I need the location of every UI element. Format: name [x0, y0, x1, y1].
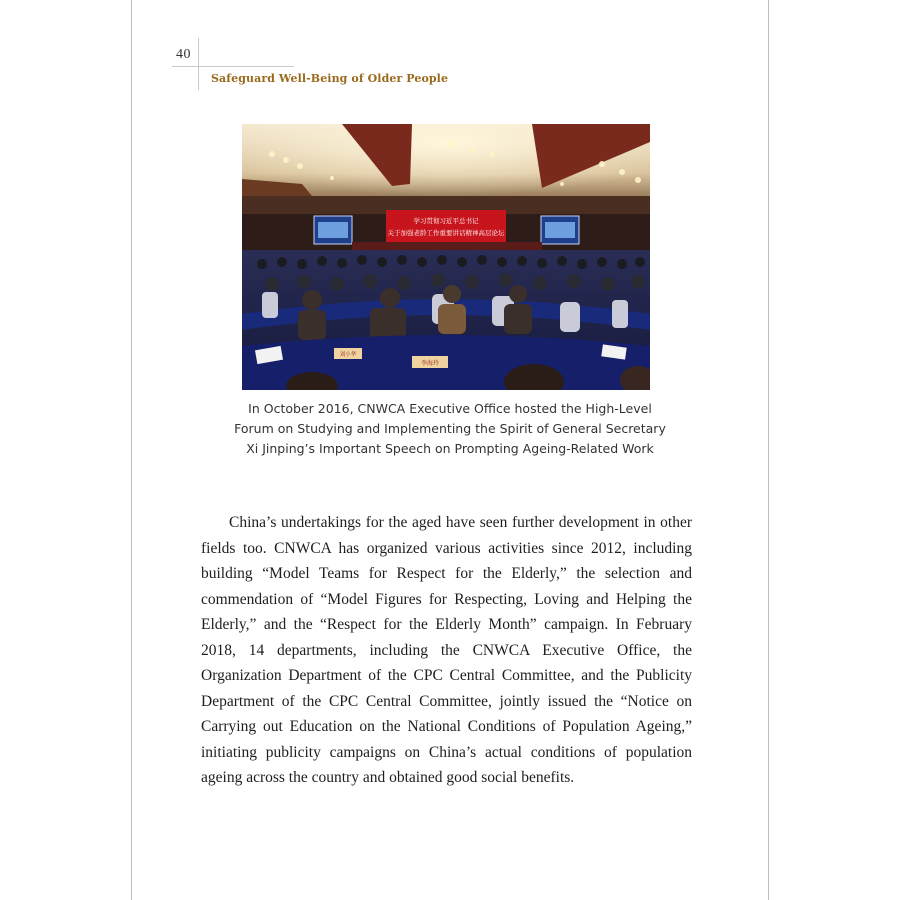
banner-line-2: 关于加强老龄工作重要讲话精神高层论坛 — [387, 229, 505, 237]
caption-line: In October 2016, CNWCA Executive Office hosted the High-Level — [248, 401, 652, 416]
page-number: 40 — [176, 47, 191, 62]
banner-line-1: 学习贯彻习近平总书记 — [413, 217, 479, 225]
caption-line: Xi Jinping’s Important Speech on Prompting Ageing-Related Work — [246, 441, 654, 456]
body-paragraph: China’s undertakings for the aged have seen further development in other fields too. CNWCA has organized various activities since 2012, including building “Model Teams for Respect for the Elderly,” the selection and commendation of “Model Figures for Respecting, Loving and Helping the Elderly,” and the “Respect for the Elderly Month” campaign. In February 2018, 14 departments, including the CNWCA Executive Office, the Organization Department of the CPC Central Committee, and the Publicity Department of the CPC Central Committee, jointly issued the “Notice on Carrying out Education on the National Conditions of Population Ageing,” initiating publicity campaigns on China’s actual conditions of population ageing across the country and obtained good social benefits. — [201, 514, 692, 786]
forum-photo — [242, 124, 650, 390]
photo-caption — [220, 399, 680, 459]
header-horizontal-rule — [172, 66, 294, 67]
name-card-1: 李海玲 — [420, 360, 440, 367]
running-head-title: Safeguard Well-Being of Older People — [211, 72, 449, 85]
caption-line: Forum on Studying and Implementing the Spirit of General Secretary — [234, 421, 666, 436]
name-card-2: 刘小华 — [339, 352, 357, 358]
header-vertical-rule — [198, 38, 199, 90]
